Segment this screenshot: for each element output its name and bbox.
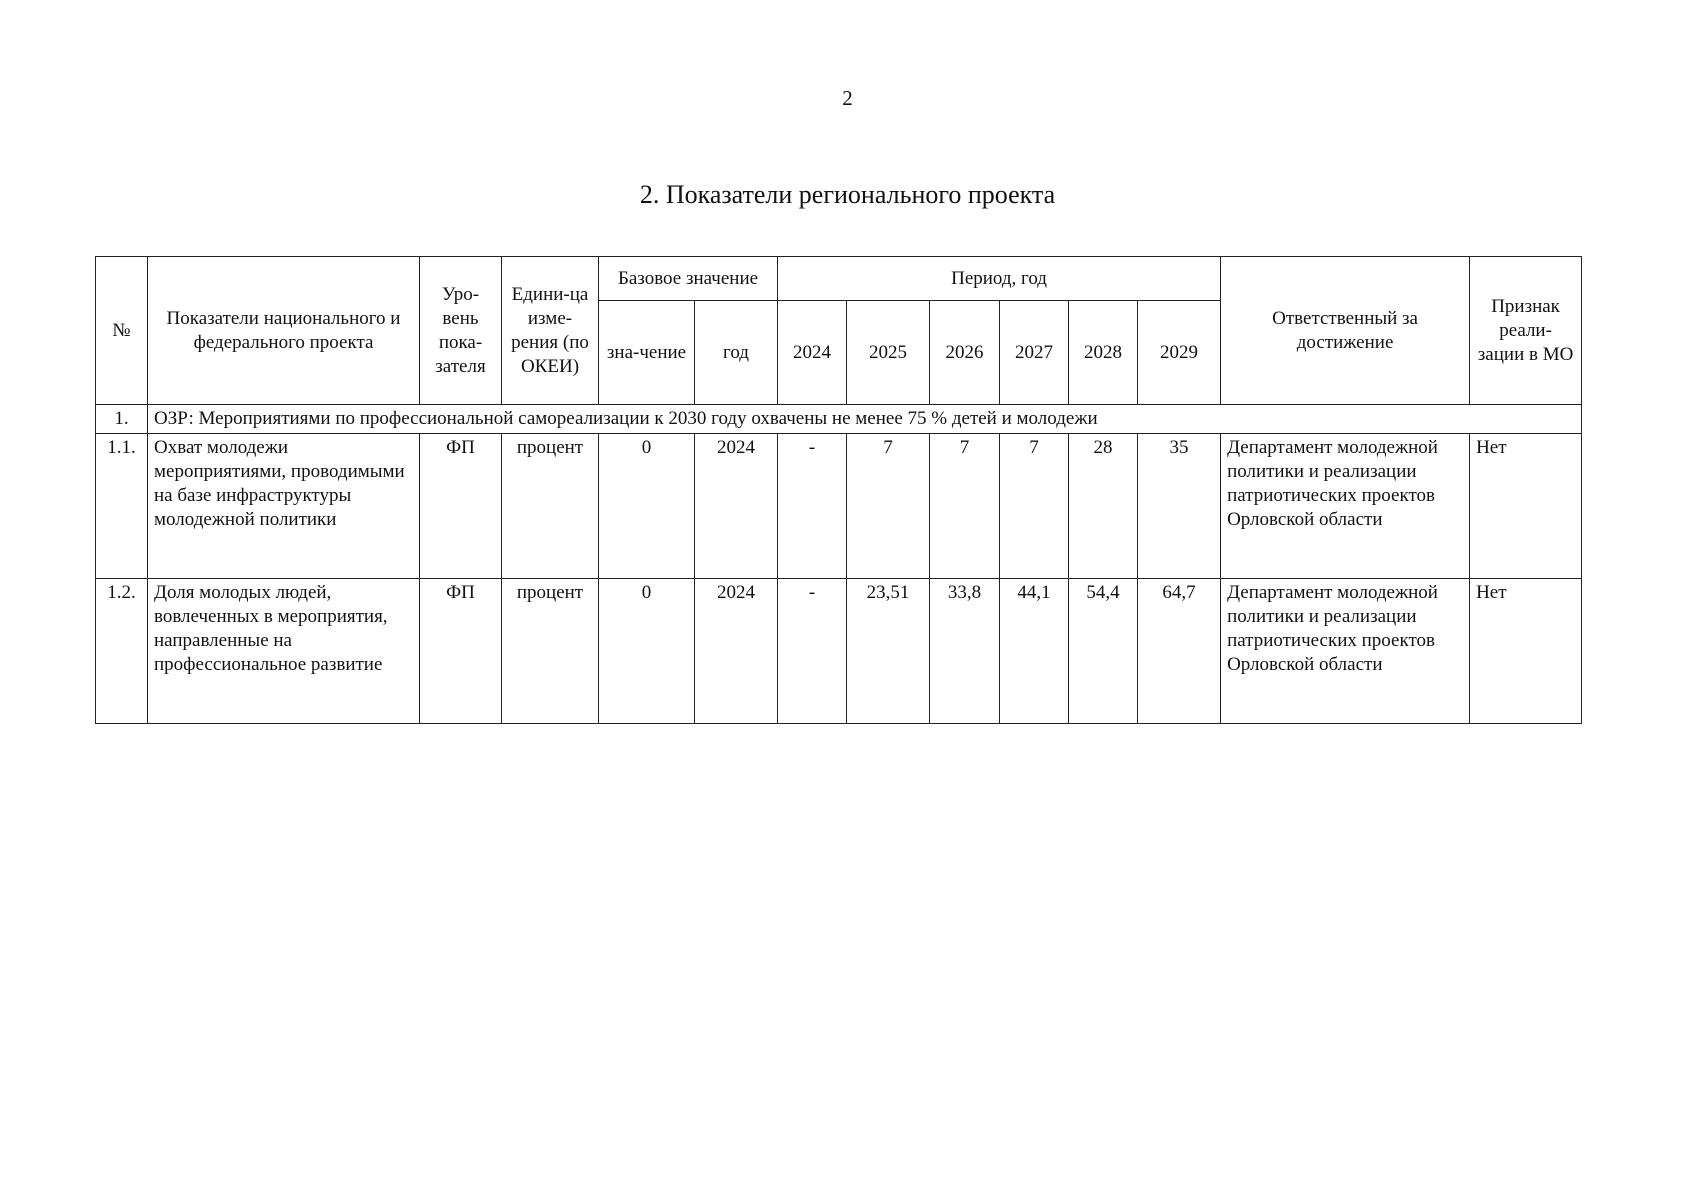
row-mo-sign: Нет: [1470, 579, 1582, 724]
row-value-2024: -: [778, 579, 847, 724]
row-base-value: 0: [599, 579, 695, 724]
row-indicator: Доля молодых людей, вовлеченных в мероприятия, направленные на профессиональное развитие: [148, 579, 420, 724]
row-value-2027: 44,1: [1000, 579, 1069, 724]
header-base-year: год: [695, 301, 778, 405]
header-unit: Едини-ца изме-рения (по ОКЕИ): [502, 257, 599, 405]
header-year-2029: 2029: [1138, 301, 1221, 405]
page-number: 2: [842, 86, 853, 110]
header-indicator: Показатели национального и федерального проекта: [148, 257, 420, 405]
row-number: 1.2.: [96, 579, 148, 724]
row-base-year: 2024: [695, 434, 778, 579]
row-value-2027: 7: [1000, 434, 1069, 579]
row-unit: процент: [502, 579, 599, 724]
table-row: [96, 434, 1582, 579]
row-base-year: 2024: [695, 579, 778, 724]
goal-text: ОЗР: Мероприятиями по профессиональной самореализации к 2030 году охвачены не менее 75 % детей и молодежи: [148, 405, 1582, 434]
header-number: №: [96, 257, 148, 405]
row-number: 1.1.: [96, 434, 148, 579]
row-value-2026: 7: [930, 434, 1000, 579]
row-level: ФП: [420, 579, 502, 724]
row-value-2024: -: [778, 434, 847, 579]
row-mo-sign: Нет: [1470, 434, 1582, 579]
header-level: Уро-вень пока-зателя: [420, 257, 502, 405]
row-value-2029: 35: [1138, 434, 1221, 579]
row-unit: процент: [502, 434, 599, 579]
header-year-2024: 2024: [778, 301, 847, 405]
header-responsible: Ответственный за достижение: [1221, 257, 1470, 405]
header-base-group: Базовое значение: [599, 257, 778, 301]
header-year-2026: 2026: [930, 301, 1000, 405]
row-value-2026: 33,8: [930, 579, 1000, 724]
row-indicator: Охват молодежи мероприятиями, проводимыми на базе инфраструктуры молодежной политики: [148, 434, 420, 579]
row-value-2028: 28: [1069, 434, 1138, 579]
row-value-2029: 64,7: [1138, 579, 1221, 724]
row-base-value: 0: [599, 434, 695, 579]
goal-row: [96, 405, 1582, 434]
table-row: [96, 579, 1582, 724]
section-title: 2. Показатели регионального проекта: [639, 180, 1056, 209]
header-year-2027: 2027: [1000, 301, 1069, 405]
header-period-group: Период, год: [778, 257, 1221, 301]
goal-number: 1.: [96, 405, 148, 434]
row-responsible: Департамент молодежной политики и реализации патриотических проектов Орловской области: [1221, 434, 1470, 579]
row-responsible: Департамент молодежной политики и реализации патриотических проектов Орловской области: [1221, 579, 1470, 724]
header-year-2028: 2028: [1069, 301, 1138, 405]
header-base-value: зна-чение: [599, 301, 695, 405]
row-value-2028: 54,4: [1069, 579, 1138, 724]
header-row-groups: [96, 257, 1582, 301]
header-mo-sign: Признак реали-зации в МО: [1470, 257, 1582, 405]
indicators-table: [95, 256, 1582, 724]
row-level: ФП: [420, 434, 502, 579]
header-year-2025: 2025: [847, 301, 930, 405]
row-value-2025: 23,51: [847, 579, 930, 724]
row-value-2025: 7: [847, 434, 930, 579]
